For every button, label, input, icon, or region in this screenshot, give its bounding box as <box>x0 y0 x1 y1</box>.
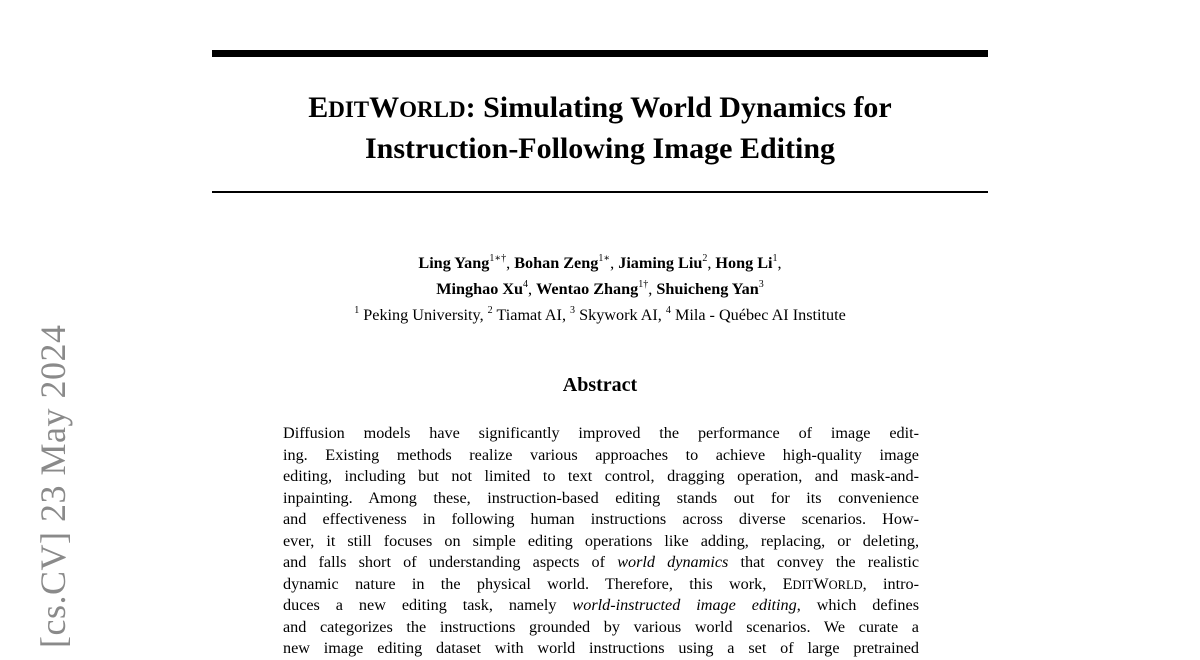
abstract-heading: Abstract <box>562 374 638 396</box>
paper-title <box>212 88 988 168</box>
abstract-line: and falls short of understanding aspects of world dynamics that convey the realistic <box>283 553 920 571</box>
abstract-line: and effectiveness in following human instructions across diverse scenarios. How- <box>283 510 919 528</box>
affiliation: Mila - Québec AI Institute <box>674 306 846 324</box>
title-line-1: EDITWORLD: Simulating World Dynamics for <box>308 91 892 124</box>
abstract-line: inpainting. Among these, instruction-based editing stands out for its convenience <box>283 488 919 507</box>
abstract-line: Diffusion models have significantly improved the performance of image edit- <box>283 424 919 442</box>
affiliation: Tiamat AI, <box>496 306 566 324</box>
author-name: Minghao Xu <box>436 280 524 298</box>
title-bottom-rule <box>212 191 988 193</box>
abstract-line: ever, it still focuses on simple editing operations like adding, replacing, or deleting, <box>283 531 919 550</box>
author-name: Jiaming Liu <box>618 254 703 272</box>
author-name: Bohan Zeng <box>514 254 599 272</box>
abstract-line: new image editing dataset with world instructions using a set of large pretrained <box>283 639 919 657</box>
author-name: Ling Yang <box>418 254 490 272</box>
author-name: Wentao Zhang <box>536 280 639 298</box>
affiliations: $^1$ Peking University, $^2$ Tiamat AI, $^3$ Skywork AI, $^4$ Mila - Québec AI Institute <box>354 305 846 324</box>
author-name: Hong Li <box>715 254 773 272</box>
abstract-body <box>283 423 919 660</box>
abstract-line: editing, including but not limited to text control, dragging operation, and mask-and- <box>283 467 919 485</box>
author-block <box>212 248 988 326</box>
affiliation: Peking University, <box>363 306 484 324</box>
abstract-line: duces a new editing task, namely world-instructed image editing, which defines <box>283 596 919 614</box>
abstract-line: dynamic nature in the physical world. Therefore, this work, EDITWORLD, intro- <box>283 574 919 593</box>
author-line-1: Ling Yang$^{1∗\dagger}$, Bohan Zeng$^{1∗}$, Jiaming Liu$^2$, Hong Li$^1$, <box>418 253 782 272</box>
affiliation: Skywork AI, <box>579 306 662 324</box>
abstract-line: ing. Existing methods realize various approaches to achieve high-quality image <box>283 445 919 464</box>
title-line-2: Instruction-Following Image Editing <box>364 132 836 165</box>
author-name: Shuicheng Yan <box>656 280 759 298</box>
title-top-rule <box>212 50 988 57</box>
arxiv-stamp: [cs.CV] 23 May 2024 <box>33 324 73 648</box>
abstract-line: and categorizes the instructions grounded by various world scenarios. We curate a <box>283 617 919 636</box>
author-line-2: Minghao Xu$^4$, Wentao Zhang$^{1\dagger}$, Shuicheng Yan$^3$ <box>436 279 764 298</box>
